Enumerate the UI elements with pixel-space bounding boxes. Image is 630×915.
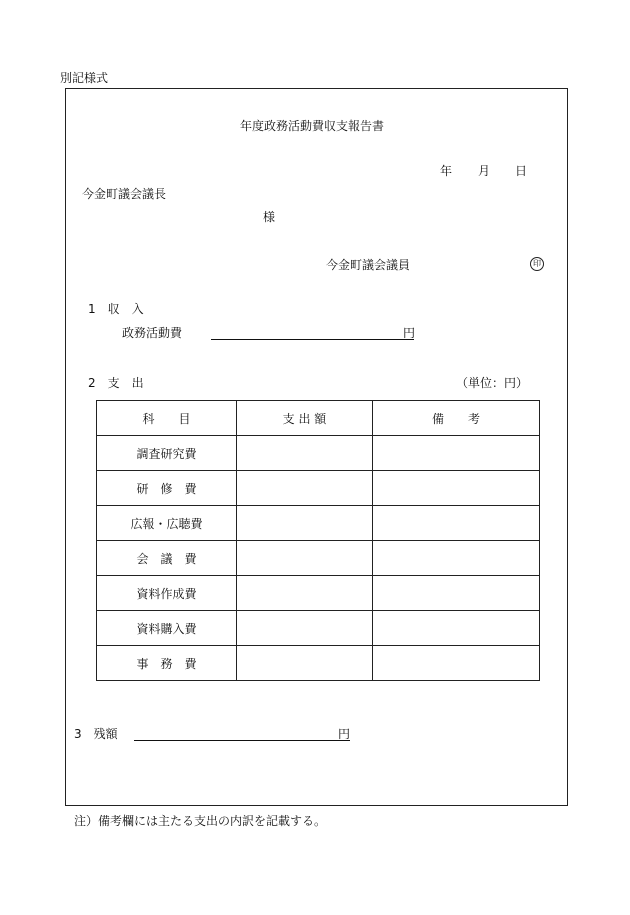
amount-cell xyxy=(237,646,373,681)
remarks-cell xyxy=(373,541,540,576)
date-month: 月 xyxy=(478,164,491,178)
unit-note: （単位：円） xyxy=(456,376,529,390)
form-label: 別記様式 xyxy=(60,71,109,85)
remarks-cell xyxy=(373,436,540,471)
amount-cell xyxy=(237,471,373,506)
item-label: 研 修 費 xyxy=(97,471,237,506)
balance-amount-line xyxy=(134,740,350,741)
income-amount-line xyxy=(211,339,414,340)
amount-cell xyxy=(237,611,373,646)
income-unit: 円 xyxy=(403,326,416,340)
column-header: 備 考 xyxy=(373,401,540,436)
amount-cell xyxy=(237,506,373,541)
amount-cell xyxy=(237,541,373,576)
form-title: 年度政務活動費収支報告書 xyxy=(240,119,385,133)
date-day: 日 xyxy=(515,164,528,178)
addressee-honorific: 様 xyxy=(263,210,276,224)
addressee-name: 今金町議会議長 xyxy=(82,187,167,201)
table-row xyxy=(97,506,540,541)
item-label: 広報・広聴費 xyxy=(97,506,237,541)
income-item-label: 政務活動費 xyxy=(122,326,183,340)
item-label: 資料購入費 xyxy=(97,611,237,646)
table-row xyxy=(97,436,540,471)
remarks-cell xyxy=(373,646,540,681)
balance-unit: 円 xyxy=(338,727,351,741)
remarks-cell xyxy=(373,576,540,611)
balance-heading: 3 残額 xyxy=(74,727,118,741)
expenditure-table xyxy=(96,400,540,681)
table-header-row xyxy=(97,401,540,436)
item-label: 事 務 費 xyxy=(97,646,237,681)
remarks-cell xyxy=(373,611,540,646)
remarks-cell xyxy=(373,506,540,541)
date-year: 年 xyxy=(440,164,453,178)
table-row xyxy=(97,646,540,681)
table-row xyxy=(97,541,540,576)
item-label: 資料作成費 xyxy=(97,576,237,611)
footnote: 注）備考欄には主たる支出の内訳を記載する。 xyxy=(74,814,327,828)
column-header: 支 出 額 xyxy=(237,401,373,436)
item-label: 会 議 費 xyxy=(97,541,237,576)
income-heading: 1 収 入 xyxy=(88,302,144,316)
expenditure-heading: 2 支 出 xyxy=(88,376,144,390)
table-row xyxy=(97,471,540,506)
table-row xyxy=(97,611,540,646)
seal-mark: 印 xyxy=(530,257,544,271)
remarks-cell xyxy=(373,471,540,506)
table-row xyxy=(97,576,540,611)
amount-cell xyxy=(237,576,373,611)
reporter-label: 今金町議会議員 xyxy=(326,258,411,272)
column-header: 科 目 xyxy=(97,401,237,436)
amount-cell xyxy=(237,436,373,471)
item-label: 調査研究費 xyxy=(97,436,237,471)
